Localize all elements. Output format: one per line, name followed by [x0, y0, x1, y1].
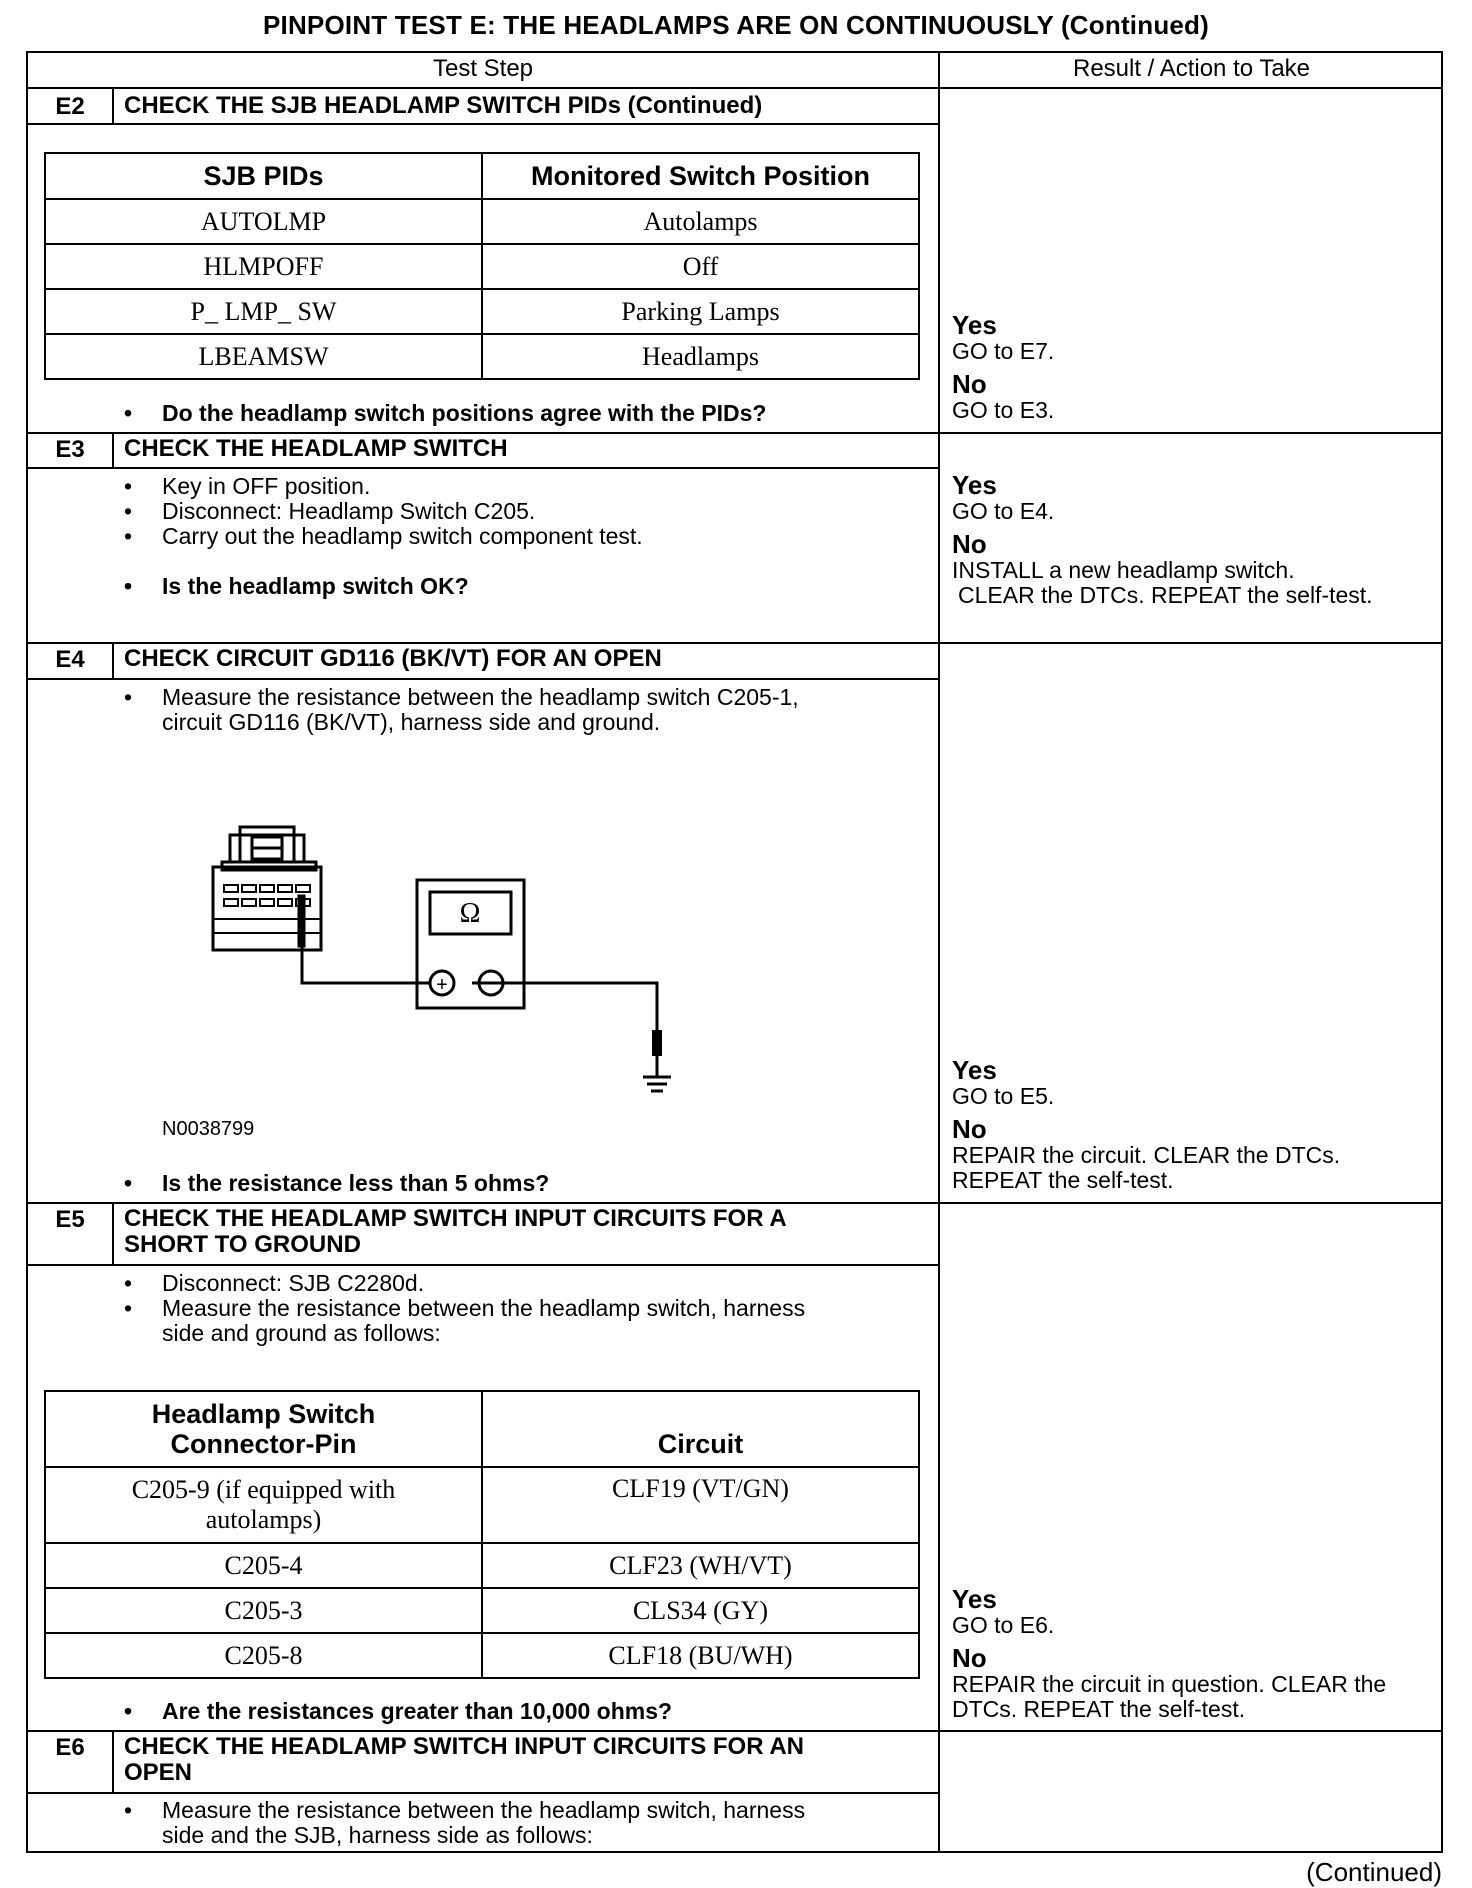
- bullet: • Measure the resistance between the headlamp switch, harness: [162, 1295, 805, 1321]
- bullet: • Carry out the headlamp switch component test.: [162, 523, 643, 549]
- bullet-continuation: side and ground as follows:: [162, 1320, 441, 1346]
- result-e2: [952, 311, 1054, 423]
- position-cell: Parking Lamps: [482, 289, 919, 334]
- circuit-cell: CLS34 (GY): [482, 1588, 919, 1633]
- circuit-cell: CLF18 (BU/WH): [482, 1633, 919, 1678]
- step-rule: [26, 1792, 940, 1794]
- pid-header: SJB PIDs: [45, 153, 482, 199]
- yes-action: GO to E7.: [952, 338, 1055, 364]
- bullet: • Measure the resistance between the headlamp switch, harness: [162, 1797, 805, 1823]
- sjb-pid-table: [44, 152, 920, 380]
- id-divider: [112, 87, 114, 125]
- pin-cell: [45, 1467, 482, 1543]
- pin-cell: C205-4: [45, 1543, 482, 1588]
- header-rule: [26, 87, 1443, 89]
- yes-label: Yes: [952, 1584, 997, 1614]
- bullet-continuation: side and the SJB, harness side as follows:: [162, 1822, 593, 1848]
- step-title-e5-line1: CHECK THE HEADLAMP SWITCH INPUT CIRCUITS FOR A: [124, 1205, 787, 1232]
- question-e3: • Is the headlamp switch OK?: [162, 573, 469, 599]
- no-label: No: [952, 529, 987, 559]
- bullet: • Disconnect: SJB C2280d.: [162, 1270, 424, 1296]
- connector-pin-table: [44, 1390, 920, 1679]
- yes-action: GO to E4.: [952, 498, 1055, 524]
- bullet: • Key in OFF position.: [162, 473, 370, 499]
- position-header: Monitored Switch Position: [482, 153, 919, 199]
- step-title-e4: CHECK CIRCUIT GD116 (BK/VT) FOR AN OPEN: [124, 645, 662, 672]
- cell-line: C205-9 (if equipped with: [131, 1475, 396, 1504]
- no-action: CLEAR the DTCs. REPEAT the self-test.: [958, 582, 1373, 608]
- position-cell: Autolamps: [482, 199, 919, 244]
- pin-cell: C205-8: [45, 1633, 482, 1678]
- step-title-e5-line2: SHORT TO GROUND: [124, 1231, 361, 1258]
- step-rule: [26, 1730, 1443, 1732]
- pid-cell: HLMPOFF: [45, 244, 482, 289]
- no-action: GO to E3.: [952, 397, 1055, 423]
- id-divider: [112, 1202, 114, 1266]
- no-label: No: [952, 369, 987, 399]
- header-line: Headlamp Switch: [151, 1399, 376, 1429]
- result-e4: [952, 1056, 1340, 1193]
- result-e5: [952, 1585, 1386, 1722]
- circuit-cell: CLF19 (VT/GN): [482, 1467, 919, 1543]
- no-action: INSTALL a new headlamp switch.: [952, 557, 1295, 583]
- pin-cell: C205-3: [45, 1588, 482, 1633]
- plus-symbol: +: [436, 974, 448, 996]
- position-cell: Headlamps: [482, 334, 919, 379]
- step-rule: [26, 642, 1443, 644]
- question-e2: • Do the headlamp switch positions agree with the PIDs?: [162, 400, 766, 426]
- pid-cell: LBEAMSW: [45, 334, 482, 379]
- step-rule: [26, 1202, 1443, 1204]
- pid-cell: P_ LMP_ SW: [45, 289, 482, 334]
- step-rule: [26, 467, 940, 469]
- no-action: REPAIR the circuit. CLEAR the DTCs.: [952, 1142, 1341, 1168]
- yes-label: Yes: [952, 470, 997, 500]
- cell-line: autolamps): [205, 1505, 322, 1534]
- continued-note: (Continued): [1306, 1857, 1442, 1887]
- resistance-test-diagram: [200, 815, 720, 1125]
- bullet-continuation: circuit GD116 (BK/VT), harness side and ground.: [162, 709, 661, 735]
- bullet: • Measure the resistance between the headlamp switch C205-1,: [162, 684, 799, 710]
- bullet: • Disconnect: Headlamp Switch C205.: [162, 498, 535, 524]
- step-title-e6-line1: CHECK THE HEADLAMP SWITCH INPUT CIRCUITS FOR AN: [124, 1733, 804, 1760]
- positive-lead: [302, 975, 430, 983]
- header-line: Connector-Pin: [170, 1429, 357, 1459]
- no-label: No: [952, 1114, 987, 1144]
- question-e5: • Are the resistances greater than 10,000 ohms?: [162, 1698, 672, 1724]
- ground-icon: [643, 1056, 671, 1091]
- id-divider: [112, 1730, 114, 1794]
- id-divider: [112, 432, 114, 469]
- no-action: DTCs. REPEAT the self-test.: [952, 1696, 1246, 1722]
- pid-cell: AUTOLMP: [45, 199, 482, 244]
- step-id-e4: E4: [55, 646, 85, 673]
- step-rule: [26, 1264, 940, 1266]
- column-divider: [938, 51, 940, 1853]
- yes-action: GO to E6.: [952, 1612, 1055, 1638]
- yes-label: Yes: [952, 310, 997, 340]
- question-e4: • Is the resistance less than 5 ohms?: [162, 1170, 549, 1196]
- ohm-symbol: Ω: [459, 898, 481, 929]
- page-title: PINPOINT TEST E: THE HEADLAMPS ARE ON CONTINUOUSLY (Continued): [262, 10, 1209, 40]
- step-id-e5: E5: [55, 1206, 85, 1233]
- step-id-e2: E2: [55, 93, 85, 120]
- step-title-e2: CHECK THE SJB HEADLAMP SWITCH PIDs (Continued): [124, 92, 763, 119]
- step-id-e3: E3: [55, 436, 85, 463]
- header-result: Result / Action to Take: [1072, 55, 1311, 82]
- connector-pin-header: [45, 1391, 482, 1467]
- figure-id: N0038799: [162, 1118, 255, 1140]
- id-divider: [112, 642, 114, 680]
- no-label: No: [952, 1643, 987, 1673]
- step-rule: [26, 432, 1443, 434]
- position-cell: Off: [482, 244, 919, 289]
- step-id-e6: E6: [55, 1734, 85, 1761]
- step-title-e6-line2: OPEN: [124, 1759, 193, 1786]
- step-title-e3: CHECK THE HEADLAMP SWITCH: [124, 435, 508, 462]
- header-test-step: Test Step: [432, 55, 534, 82]
- circuit-header: Circuit: [482, 1391, 919, 1467]
- step-rule: [26, 678, 940, 680]
- yes-label: Yes: [952, 1055, 997, 1085]
- step-rule: [26, 123, 940, 125]
- no-action: REPAIR the circuit in question. CLEAR the: [952, 1671, 1387, 1697]
- no-action: REPEAT the self-test.: [952, 1167, 1174, 1193]
- result-e3: [952, 471, 1373, 608]
- yes-action: GO to E5.: [952, 1083, 1055, 1109]
- circuit-cell: CLF23 (WH/VT): [482, 1543, 919, 1588]
